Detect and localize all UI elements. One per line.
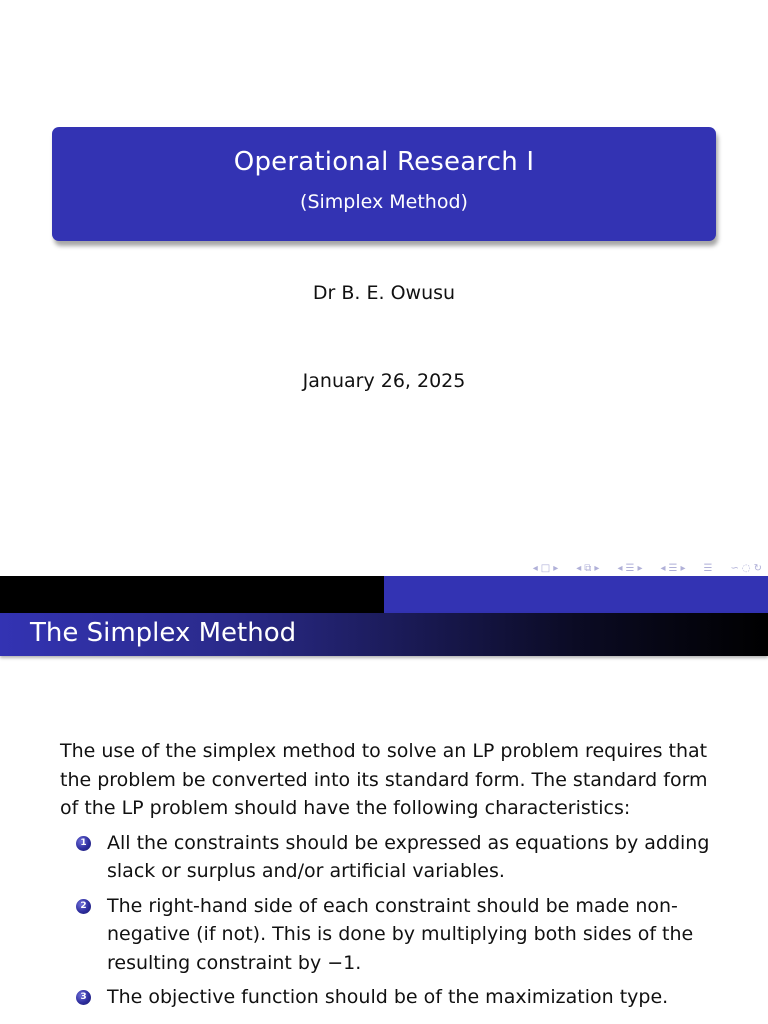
title-block <box>52 127 716 241</box>
characteristics-list <box>60 829 720 1012</box>
numbered-ball-icon: 1 <box>76 836 91 851</box>
list-item <box>60 983 720 1012</box>
list-item <box>60 829 720 886</box>
intro-paragraph: The use of the simplex method to solve an LP problem requires that the problem be converted into its standard form. The standard form of the LP problem should have the following characteristics: <box>60 740 708 819</box>
frame-title: The Simplex Method <box>30 618 297 648</box>
nav-frame-icon[interactable]: ◂ □ ▸ <box>532 562 559 574</box>
list-item <box>60 892 720 978</box>
beamer-navigation-bar <box>533 561 762 575</box>
nav-subsection-icon[interactable]: ◂ ⧉ ▸ <box>576 562 600 574</box>
list-item-text: The objective function should be of the maximization type. <box>107 986 669 1008</box>
frame-title-bar <box>0 613 768 656</box>
headline-bar-left <box>0 576 384 613</box>
slide-content <box>60 737 720 1018</box>
presentation-date: January 26, 2025 <box>302 370 466 392</box>
list-item-text: All the constraints should be expressed as equations by adding slack or surplus and/or artificial variables. <box>107 831 710 882</box>
numbered-ball-icon: 2 <box>76 899 91 914</box>
headline-bar-right <box>384 576 768 613</box>
content-slide <box>0 576 768 1024</box>
presentation-subtitle: (Simplex Method) <box>300 191 468 213</box>
numbered-ball-icon: 3 <box>76 990 91 1005</box>
author-name: Dr B. E. Owusu <box>312 282 456 304</box>
presentation-title: Operational Research I <box>233 147 535 177</box>
nav-section-icon[interactable]: ◂ ☰ ▸ <box>617 562 643 574</box>
nav-search-icon[interactable]: ∽ ◌ ↻ <box>730 562 762 574</box>
nav-doc-icon[interactable]: ☰ <box>703 562 713 574</box>
nav-section-icon[interactable]: ◂ ☰ ▸ <box>660 562 686 574</box>
list-item-text: The right-hand side of each constraint should be made non-negative (if not). This is done by multiplying both sides of the resulting constraint by −1. <box>107 894 694 974</box>
